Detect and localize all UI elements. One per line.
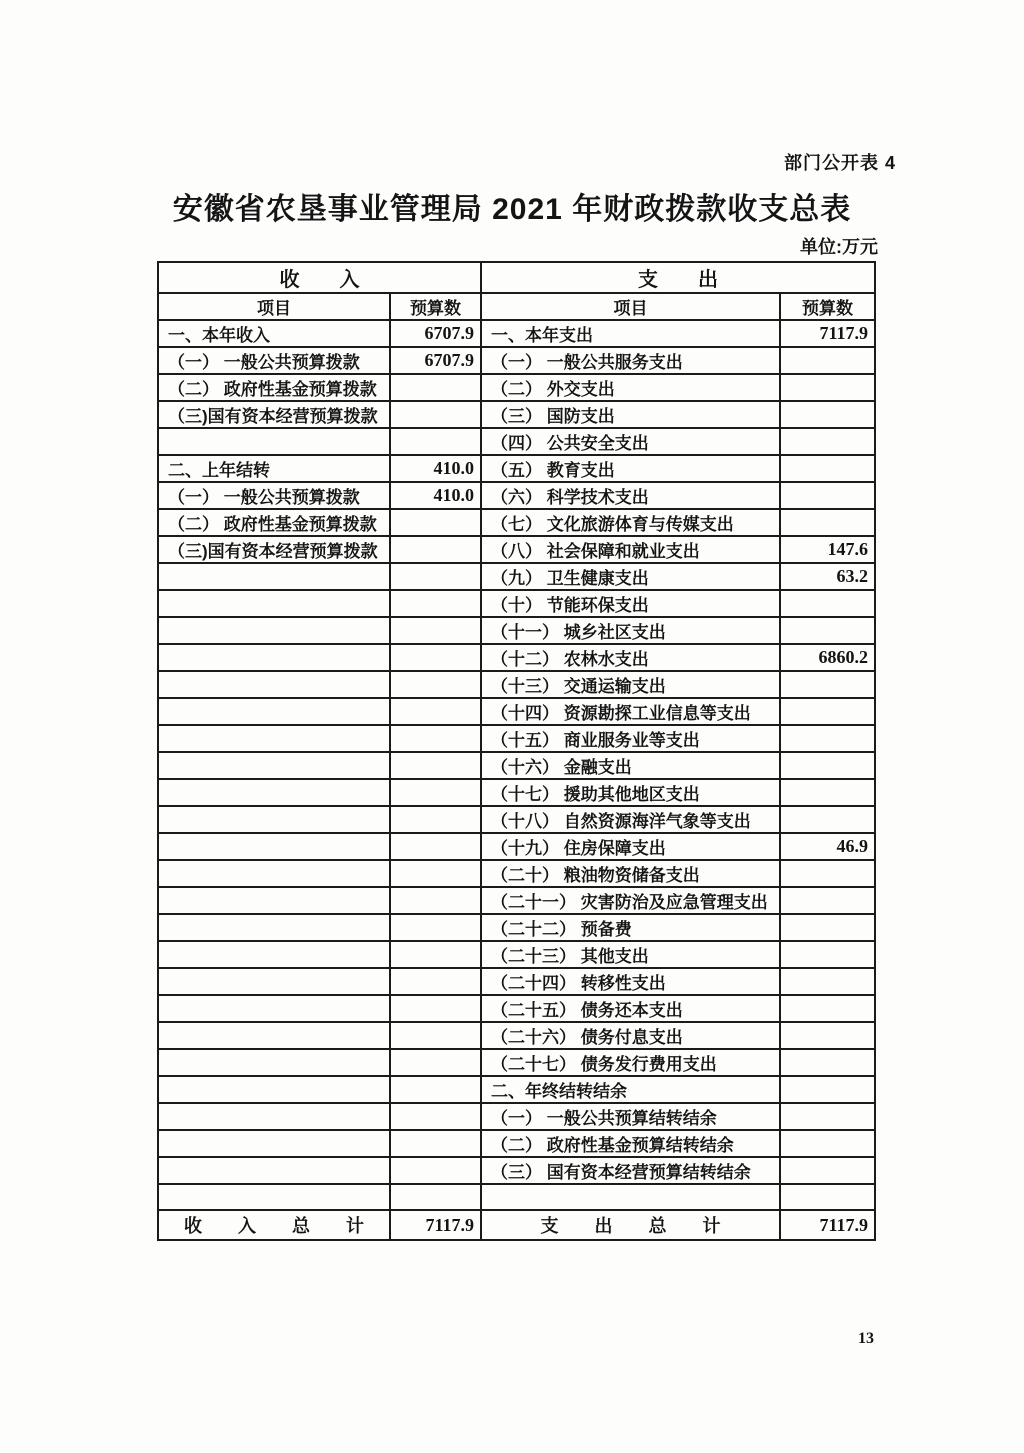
- cell-income-value: [390, 1184, 481, 1210]
- cell-expense-item: （二十六） 债务付息支出: [481, 1022, 780, 1049]
- cell-income-value: [390, 725, 481, 752]
- table-row: [158, 644, 875, 671]
- cell-expense-item: （十二） 农林水支出: [481, 644, 780, 671]
- cell-income-value: [390, 401, 481, 428]
- table-row: [158, 482, 875, 509]
- cell-income-value: [390, 779, 481, 806]
- cell-expense-value: [780, 1157, 875, 1184]
- table-row: [158, 428, 875, 455]
- table-row: [158, 320, 875, 347]
- cell-expense-value: [780, 1076, 875, 1103]
- table-row: [158, 860, 875, 887]
- cell-expense-value: [780, 671, 875, 698]
- cell-income-item: [158, 779, 390, 806]
- cell-expense-value: [780, 725, 875, 752]
- section-header-row: [158, 262, 875, 293]
- table-row: [158, 752, 875, 779]
- table-row: [158, 617, 875, 644]
- cell-income-value: [390, 806, 481, 833]
- cell-income-value: [390, 1049, 481, 1076]
- cell-income-value: [390, 509, 481, 536]
- cell-income-item: 一、本年收入: [158, 320, 390, 347]
- cell-expense-item: （一） 一般公共预算结转结余: [481, 1103, 780, 1130]
- total-row: [158, 1210, 875, 1240]
- cell-income-value: 410.0: [390, 482, 481, 509]
- cell-income-value: [390, 671, 481, 698]
- table-row: [158, 536, 875, 563]
- cell-income-item: [158, 968, 390, 995]
- table-row: [158, 671, 875, 698]
- cell-expense-item: （十八） 自然资源海洋气象等支出: [481, 806, 780, 833]
- cell-income-value: [390, 617, 481, 644]
- cell-income-value: [390, 536, 481, 563]
- cell-expense-value: [780, 1103, 875, 1130]
- table-row: [158, 455, 875, 482]
- cell-expense-item: （十一） 城乡社区支出: [481, 617, 780, 644]
- cell-expense-value: [780, 1022, 875, 1049]
- cell-income-item: [158, 860, 390, 887]
- cell-income-value: 6707.9: [390, 347, 481, 374]
- cell-expense-item: （二十五） 债务还本支出: [481, 995, 780, 1022]
- cell-expense-item: （十七） 援助其他地区支出: [481, 779, 780, 806]
- table-row: [158, 806, 875, 833]
- cell-expense-value: [780, 887, 875, 914]
- cell-expense-item: （十六） 金融支出: [481, 752, 780, 779]
- cell-income-item: [158, 1157, 390, 1184]
- cell-expense-item: （七） 文化旅游体育与传媒支出: [481, 509, 780, 536]
- income-budget-column-header: 预算数: [390, 293, 481, 320]
- cell-expense-value: [780, 509, 875, 536]
- cell-income-item: [158, 428, 390, 455]
- cell-income-item: [158, 914, 390, 941]
- column-header-row: [158, 293, 875, 320]
- cell-income-value: 6707.9: [390, 320, 481, 347]
- cell-income-item: [158, 671, 390, 698]
- cell-expense-item: （二十） 粮油物资储备支出: [481, 860, 780, 887]
- income-total-value: 7117.9: [390, 1210, 481, 1240]
- table-row: [158, 347, 875, 374]
- cell-expense-item: 一、本年支出: [481, 320, 780, 347]
- cell-income-value: [390, 941, 481, 968]
- cell-income-value: [390, 1157, 481, 1184]
- cell-expense-item: [481, 1184, 780, 1210]
- cell-income-item: [158, 752, 390, 779]
- cell-income-value: [390, 833, 481, 860]
- cell-expense-item: （二十一） 灾害防治及应急管理支出: [481, 887, 780, 914]
- table-row: [158, 698, 875, 725]
- cell-expense-value: 46.9: [780, 833, 875, 860]
- cell-expense-item: （三） 国防支出: [481, 401, 780, 428]
- cell-expense-value: 63.2: [780, 563, 875, 590]
- cell-income-value: [390, 374, 481, 401]
- budget-table: [157, 261, 876, 1241]
- cell-expense-value: 6860.2: [780, 644, 875, 671]
- cell-expense-item: （二十三） 其他支出: [481, 941, 780, 968]
- cell-expense-item: （九） 卫生健康支出: [481, 563, 780, 590]
- cell-expense-value: [780, 455, 875, 482]
- cell-expense-value: 147.6: [780, 536, 875, 563]
- cell-expense-value: 7117.9: [780, 320, 875, 347]
- table-row: [158, 563, 875, 590]
- cell-income-value: [390, 1076, 481, 1103]
- cell-expense-item: （四） 公共安全支出: [481, 428, 780, 455]
- cell-expense-item: （十三） 交通运输支出: [481, 671, 780, 698]
- table-row: [158, 887, 875, 914]
- cell-expense-item: （一） 一般公共服务支出: [481, 347, 780, 374]
- table-row: [158, 1184, 875, 1210]
- table-row: [158, 725, 875, 752]
- table-row: [158, 1130, 875, 1157]
- table-row: [158, 509, 875, 536]
- cell-income-value: [390, 1022, 481, 1049]
- cell-income-item: [158, 590, 390, 617]
- cell-income-value: [390, 914, 481, 941]
- cell-expense-value: [780, 914, 875, 941]
- cell-expense-value: [780, 374, 875, 401]
- cell-income-item: [158, 1076, 390, 1103]
- cell-expense-value: [780, 347, 875, 374]
- cell-expense-item: （五） 教育支出: [481, 455, 780, 482]
- cell-expense-item: （三） 国有资本经营预算结转结余: [481, 1157, 780, 1184]
- expense-item-column-header: 项目: [481, 293, 780, 320]
- cell-expense-value: [780, 752, 875, 779]
- expense-section-header: 支 出: [481, 262, 875, 293]
- cell-expense-value: [780, 698, 875, 725]
- cell-income-item: （三)国有资本经营预算拨款: [158, 536, 390, 563]
- cell-expense-item: （十四） 资源勘探工业信息等支出: [481, 698, 780, 725]
- expense-total-label: 支 出 总 计: [481, 1210, 780, 1240]
- table-row: [158, 779, 875, 806]
- cell-expense-value: [780, 968, 875, 995]
- cell-income-value: [390, 1130, 481, 1157]
- cell-income-value: [390, 887, 481, 914]
- cell-expense-item: （十） 节能环保支出: [481, 590, 780, 617]
- cell-income-item: [158, 698, 390, 725]
- cell-expense-item: （二） 政府性基金预算结转结余: [481, 1130, 780, 1157]
- cell-expense-item: （八） 社会保障和就业支出: [481, 536, 780, 563]
- table-row: [158, 1076, 875, 1103]
- cell-income-item: [158, 1184, 390, 1210]
- cell-income-item: [158, 563, 390, 590]
- cell-income-item: （二） 政府性基金预算拨款: [158, 374, 390, 401]
- cell-income-value: [390, 563, 481, 590]
- cell-expense-value: [780, 1049, 875, 1076]
- cell-expense-value: [780, 590, 875, 617]
- cell-income-value: [390, 752, 481, 779]
- cell-expense-item: （二） 外交支出: [481, 374, 780, 401]
- cell-expense-item: （六） 科学技术支出: [481, 482, 780, 509]
- table-row: [158, 833, 875, 860]
- cell-expense-item: （十九） 住房保障支出: [481, 833, 780, 860]
- income-item-column-header: 项目: [158, 293, 390, 320]
- cell-income-item: [158, 1022, 390, 1049]
- cell-income-value: [390, 1103, 481, 1130]
- table-row: [158, 1049, 875, 1076]
- table-row: [158, 941, 875, 968]
- page-number: 13: [858, 1330, 874, 1347]
- doc-label: 部门公开表 4: [783, 153, 896, 173]
- cell-expense-value: [780, 1130, 875, 1157]
- income-total-label: 收 入 总 计: [158, 1210, 390, 1240]
- table-row: [158, 1022, 875, 1049]
- cell-expense-value: [780, 617, 875, 644]
- cell-income-item: [158, 833, 390, 860]
- cell-expense-value: [780, 401, 875, 428]
- cell-income-item: [158, 1130, 390, 1157]
- table-row: [158, 995, 875, 1022]
- cell-income-value: [390, 644, 481, 671]
- cell-expense-value: [780, 806, 875, 833]
- cell-expense-value: [780, 995, 875, 1022]
- cell-expense-value: [780, 860, 875, 887]
- cell-expense-item: 二、年终结转结余: [481, 1076, 780, 1103]
- table-row: [158, 374, 875, 401]
- table-row: [158, 968, 875, 995]
- table-row: [158, 1157, 875, 1184]
- cell-income-value: [390, 995, 481, 1022]
- cell-income-item: [158, 887, 390, 914]
- cell-expense-value: [780, 779, 875, 806]
- table-row: [158, 590, 875, 617]
- cell-income-value: [390, 968, 481, 995]
- cell-income-item: [158, 995, 390, 1022]
- cell-income-value: 410.0: [390, 455, 481, 482]
- table-row: [158, 914, 875, 941]
- cell-expense-item: （十五） 商业服务业等支出: [481, 725, 780, 752]
- expense-budget-column-header: 预算数: [780, 293, 875, 320]
- cell-income-value: [390, 698, 481, 725]
- cell-income-value: [390, 590, 481, 617]
- cell-income-item: [158, 806, 390, 833]
- cell-income-item: 二、上年结转: [158, 455, 390, 482]
- expense-total-value: 7117.9: [780, 1210, 875, 1240]
- cell-expense-value: [780, 482, 875, 509]
- cell-income-item: [158, 1103, 390, 1130]
- cell-income-item: [158, 941, 390, 968]
- page-title: 安徽省农垦事业管理局 2021 年财政拨款收支总表: [172, 193, 852, 226]
- cell-income-item: （二） 政府性基金预算拨款: [158, 509, 390, 536]
- unit-label: 单位:万元: [800, 237, 878, 257]
- cell-expense-value: [780, 941, 875, 968]
- cell-income-item: [158, 644, 390, 671]
- table-row: [158, 401, 875, 428]
- cell-income-item: （三)国有资本经营预算拨款: [158, 401, 390, 428]
- cell-expense-value: [780, 1184, 875, 1210]
- cell-income-item: [158, 617, 390, 644]
- cell-income-item: （一） 一般公共预算拨款: [158, 347, 390, 374]
- cell-expense-item: （二十七） 债务发行费用支出: [481, 1049, 780, 1076]
- cell-expense-item: （二十二） 预备费: [481, 914, 780, 941]
- cell-income-item: [158, 1049, 390, 1076]
- cell-income-value: [390, 428, 481, 455]
- table-row: [158, 1103, 875, 1130]
- cell-income-item: （一） 一般公共预算拨款: [158, 482, 390, 509]
- income-section-header: 收 入: [158, 262, 481, 293]
- cell-income-item: [158, 725, 390, 752]
- cell-income-value: [390, 860, 481, 887]
- cell-expense-item: （二十四） 转移性支出: [481, 968, 780, 995]
- cell-expense-value: [780, 428, 875, 455]
